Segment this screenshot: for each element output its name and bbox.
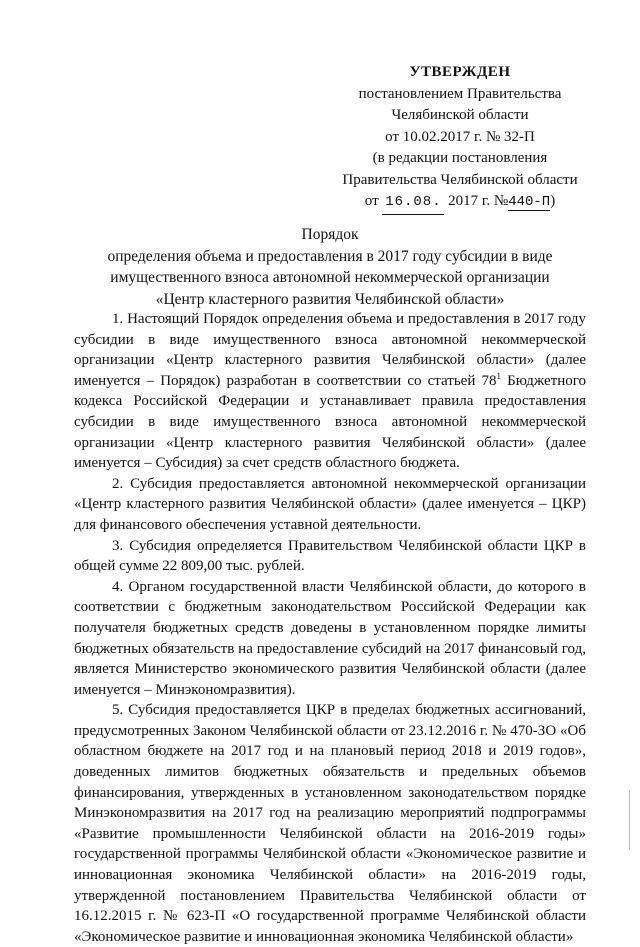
document-body	[74, 309, 586, 947]
approval-line-3: от 10.02.2017 г. № 32-П	[385, 128, 535, 145]
handwritten-date: 16.08.	[382, 192, 444, 215]
close-paren: )	[550, 193, 556, 209]
article-superscript: 1	[496, 370, 501, 381]
date-suffix: 2017 г. №	[448, 193, 509, 209]
approval-date-line	[340, 191, 580, 215]
approval-stamp	[340, 62, 580, 215]
paragraph-5: 5. Субсидия предоставляется ЦКР в пределах бюджетных ассигнований, предусмотренных Законом Челябинской области от 23.12.2016 г. № 470-ЗО «Об областном бюджете на 2017 год и на плановый период 2018 и 2019 годов», доведенных лимитов бюджетных обязательств и предельных объемов финансирования, утвержденных в установленном законодательством порядке Минэкономразвития на 2017 год на реализацию мероприятий подпрограммы «Развитие промышленности Челябинской области на 2016-2019 годы» государственной программы Челябинской области «Экономическое развитие и инновационная экономика Челябинской области» на 2016-2019 годы, утвержденной постановлением Правительства Челябинской области от 16.12.2015 г. № 623-П «О государственной программе Челябинской области «Экономическое развитие и инновационная экономика Челябинской области»	[74, 702, 586, 945]
approval-line-1: постановлением Правительства	[358, 85, 562, 102]
title-line-4: «Центр кластерного развития Челябинской области»	[155, 290, 505, 308]
paragraph-4: 4. Органом государственной власти Челябинской области, до которого в соответствии с бюджетным законодательством Российской Федерации как получателя бюджетных средств доведены в установленном порядке лимиты бюджетных обязательств на предоставление субсидий на 2017 финансовый год, является Министерство экономического развития Челябинской области (далее именуется – Минэкономразвития).	[74, 578, 586, 698]
paragraph-2: 2. Субсидия предоставляется автономной некоммерческой организации «Центр кластерного развития Челябинской области» (далее именуется – ЦКР) для финансового обеспечения уставной деятельности.	[74, 475, 586, 533]
handwritten-number: 440-П	[508, 194, 551, 210]
paragraph-1-part-b: Бюджетного кодекса Российской Федерации и устанавливает правила предоставления субсидии в виде имущественного взноса автономной некоммерческой организации «Центр кластерного развития Челябинской области» (далее именуется – Субсидия) за счет средств областного бюджета.	[74, 372, 587, 472]
approval-line-2: Челябинской области	[391, 107, 529, 123]
paragraph-1	[74, 309, 586, 474]
approval-line-5: Правительства Челябинской области	[342, 171, 578, 188]
paragraph-3: 3. Субсидия определяется Правительством Челябинской области ЦКР в общей сумме 22 809,00 тыс. рублей.	[74, 537, 586, 575]
paragraph-1-part-a: 1. Настоящий Порядок определения объема и предоставления в 2017 году субсидии в виде имущественного взноса автономной некоммерческой организации «Центр кластерного развития Челябинской области» (далее именуется – Порядок) разработан в соответствии со статьей 78	[74, 311, 586, 389]
scan-edge-mark	[629, 790, 630, 850]
document-title	[70, 224, 590, 310]
title-line-1: Порядок	[301, 226, 359, 243]
approval-line-4: (в редакции постановления	[372, 150, 548, 166]
date-prefix: от	[364, 193, 379, 209]
title-line-2: определения объема и предоставления в 2017 году субсидии в виде	[107, 247, 553, 265]
title-line-3: имущественного взноса автономной некоммерческой организации	[110, 269, 550, 286]
approval-heading: УТВЕРЖДЕН	[409, 64, 511, 80]
